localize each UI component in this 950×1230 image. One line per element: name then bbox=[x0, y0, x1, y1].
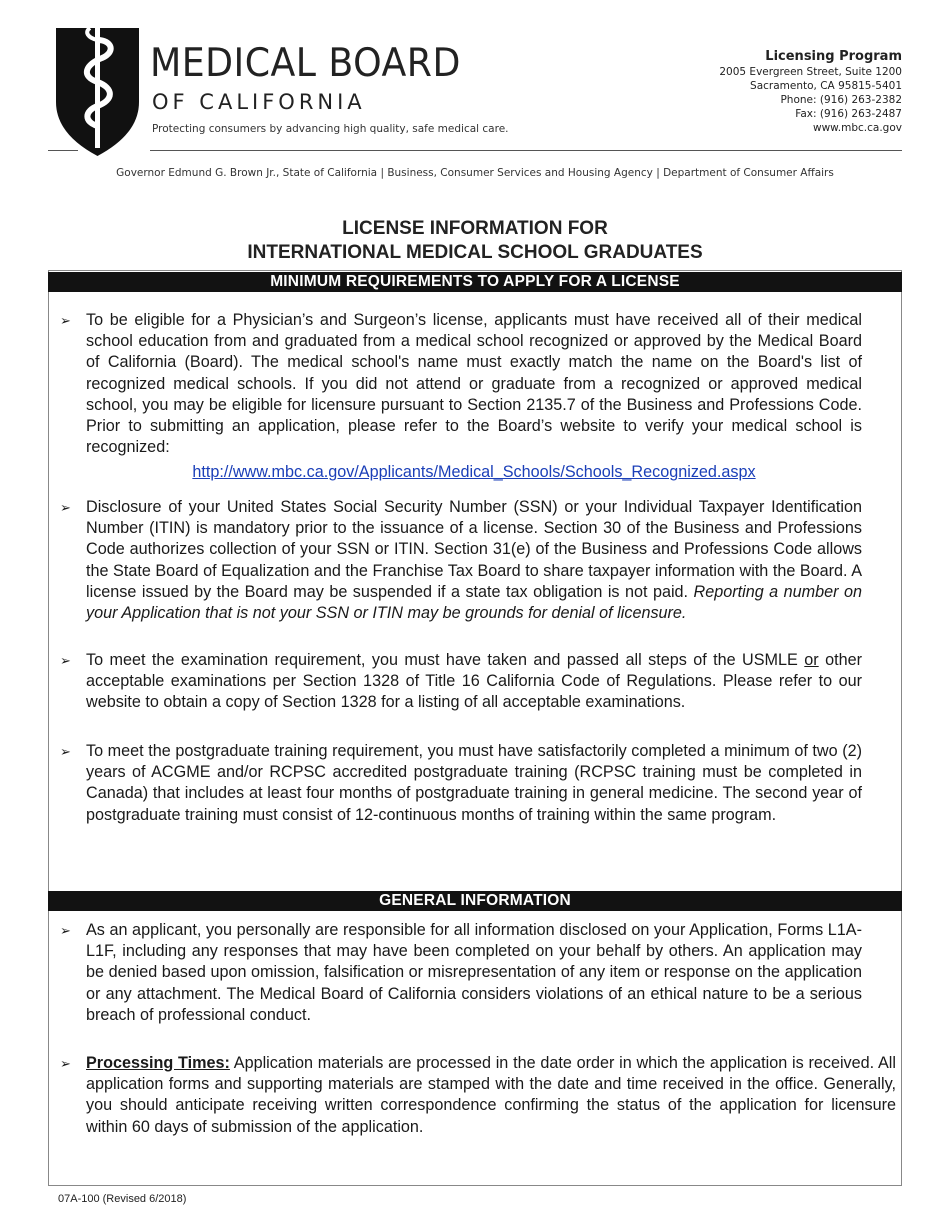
form-revision-id: 07A-100 (Revised 6/2018) bbox=[58, 1193, 187, 1205]
list-item bbox=[60, 1053, 896, 1138]
arrow-bullet-icon: ➢ bbox=[60, 500, 71, 515]
ssn-disclosure-text: Disclosure of your United States Social Security Number (SSN) or your Individual Taxpayer Identification Number (ITIN) is mandatory prior to the issuance of a license. Section 30 of the Business and Professions Code authorizes collection of your SSN or ITIN. Section 31(e) of the Business and Professions Code allows the State Board of Equalization and the Franchise Tax Board to share taxpayer information with the Board. A license issued by the Board may be suspended if a state tax obligation is not paid. bbox=[86, 498, 862, 601]
list-item-text bbox=[86, 497, 862, 624]
section-heading-minimum-requirements: MINIMUM REQUIREMENTS TO APPLY FOR A LICENSE bbox=[48, 272, 902, 292]
phone-number: Phone: (916) 263-2382 bbox=[780, 94, 902, 106]
header-divider bbox=[150, 150, 902, 151]
list-item bbox=[60, 741, 862, 826]
list-item-text bbox=[86, 1053, 896, 1138]
list-item-text: To meet the postgraduate training requirement, you must have satisfactorily completed a minimum of two (2) years of ACGME and/or RCPSC accredited postgraduate training (RCPSC training must be completed in Canada) that includes at least four months of postgraduate training in general medicine. The second year of postgraduate training must consist of 12-continuous months of training within the same program. bbox=[86, 742, 862, 824]
medical-board-seal-logo bbox=[50, 10, 145, 160]
website-address: www.mbc.ca.gov bbox=[813, 122, 902, 134]
contact-block bbox=[719, 48, 902, 135]
section-heading-general-information: GENERAL INFORMATION bbox=[48, 891, 902, 911]
exam-text-or: or bbox=[804, 651, 819, 669]
processing-times-text: Application materials are processed in the date order in which the application is received. All application forms and supporting materials are stamped with the date and time received in the office. Generally, you should anticipate receiving written correspondence confirming the status of the application for licensure within 60 days of submission of the application. bbox=[86, 1054, 896, 1136]
arrow-bullet-icon: ➢ bbox=[60, 744, 71, 759]
address-line-1: 2005 Evergreen Street, Suite 1200 bbox=[719, 66, 902, 78]
address-line-2: Sacramento, CA 95815-5401 bbox=[750, 80, 902, 92]
document-title-line-1: LICENSE INFORMATION FOR bbox=[342, 218, 608, 239]
recognized-schools-link[interactable]: http://www.mbc.ca.gov/Applicants/Medical_Schools/Schools_Recognized.aspx bbox=[192, 463, 756, 482]
list-item-text bbox=[86, 650, 862, 714]
arrow-bullet-icon: ➢ bbox=[60, 313, 71, 328]
header-divider-left bbox=[48, 150, 78, 151]
program-name: Licensing Program bbox=[765, 49, 902, 64]
exam-text-pre: To meet the examination requirement, you must have taken and passed all steps of the USMLE bbox=[86, 651, 798, 669]
list-item bbox=[60, 920, 862, 1026]
fax-number: Fax: (916) 263-2487 bbox=[795, 108, 902, 120]
organization-title: MEDICAL BOARD bbox=[150, 41, 461, 86]
government-affiliation-line: Governor Edmund G. Brown Jr., State of California | Business, Consumer Services and Housing Agency | Department of Consumer Affairs bbox=[116, 167, 834, 179]
arrow-bullet-icon: ➢ bbox=[60, 923, 71, 938]
exam-text-post: other acceptable examinations per Section 1328 of Title 16 California Code of Regulations. Please refer to our website to obtain a copy of Section 1328 for a listing of all acceptable examinations. bbox=[86, 651, 863, 712]
ssn-warning-italic: Reporting a number on your Application that is not your SSN or ITIN may be grounds for denial of licensure. bbox=[86, 582, 862, 623]
arrow-bullet-icon: ➢ bbox=[60, 653, 71, 668]
list-item-text: As an applicant, you personally are responsible for all information disclosed on your Application, Forms L1A-L1F, including any responses that may have been completed on your behalf by others. An application may be denied based upon omission, falsification or misrepresentation of any item or response on the application or any attachment. The Medical Board of California considers violations of an ethical nature to be a serious breach of professional conduct. bbox=[86, 921, 862, 1024]
document-title bbox=[0, 217, 950, 265]
processing-times-label: Processing Times: bbox=[86, 1054, 230, 1072]
organization-tagline: Protecting consumers by advancing high quality, safe medical care. bbox=[152, 123, 509, 135]
arrow-bullet-icon: ➢ bbox=[60, 1056, 71, 1071]
list-item-text: To be eligible for a Physician’s and Surgeon’s license, applicants must have received all of their medical school education from and graduated from a medical school recognized or approved by the Medical Board of California (Board). The medical school's name must exactly match the name on the Board's list of recognized medical schools. If you did not attend or graduate from a recognized or approved medical school, you may be eligible for licensure pursuant to Section 2135.7 of the Business and Professions Code. Prior to submitting an application, please refer to the Board’s website to verify your medical school is recognized: bbox=[86, 311, 862, 457]
organization-subtitle: OF CALIFORNIA bbox=[152, 90, 366, 114]
document-title-line-2: INTERNATIONAL MEDICAL SCHOOL GRADUATES bbox=[247, 242, 703, 263]
list-item bbox=[60, 310, 862, 484]
list-item bbox=[60, 650, 862, 714]
list-item bbox=[60, 497, 862, 624]
